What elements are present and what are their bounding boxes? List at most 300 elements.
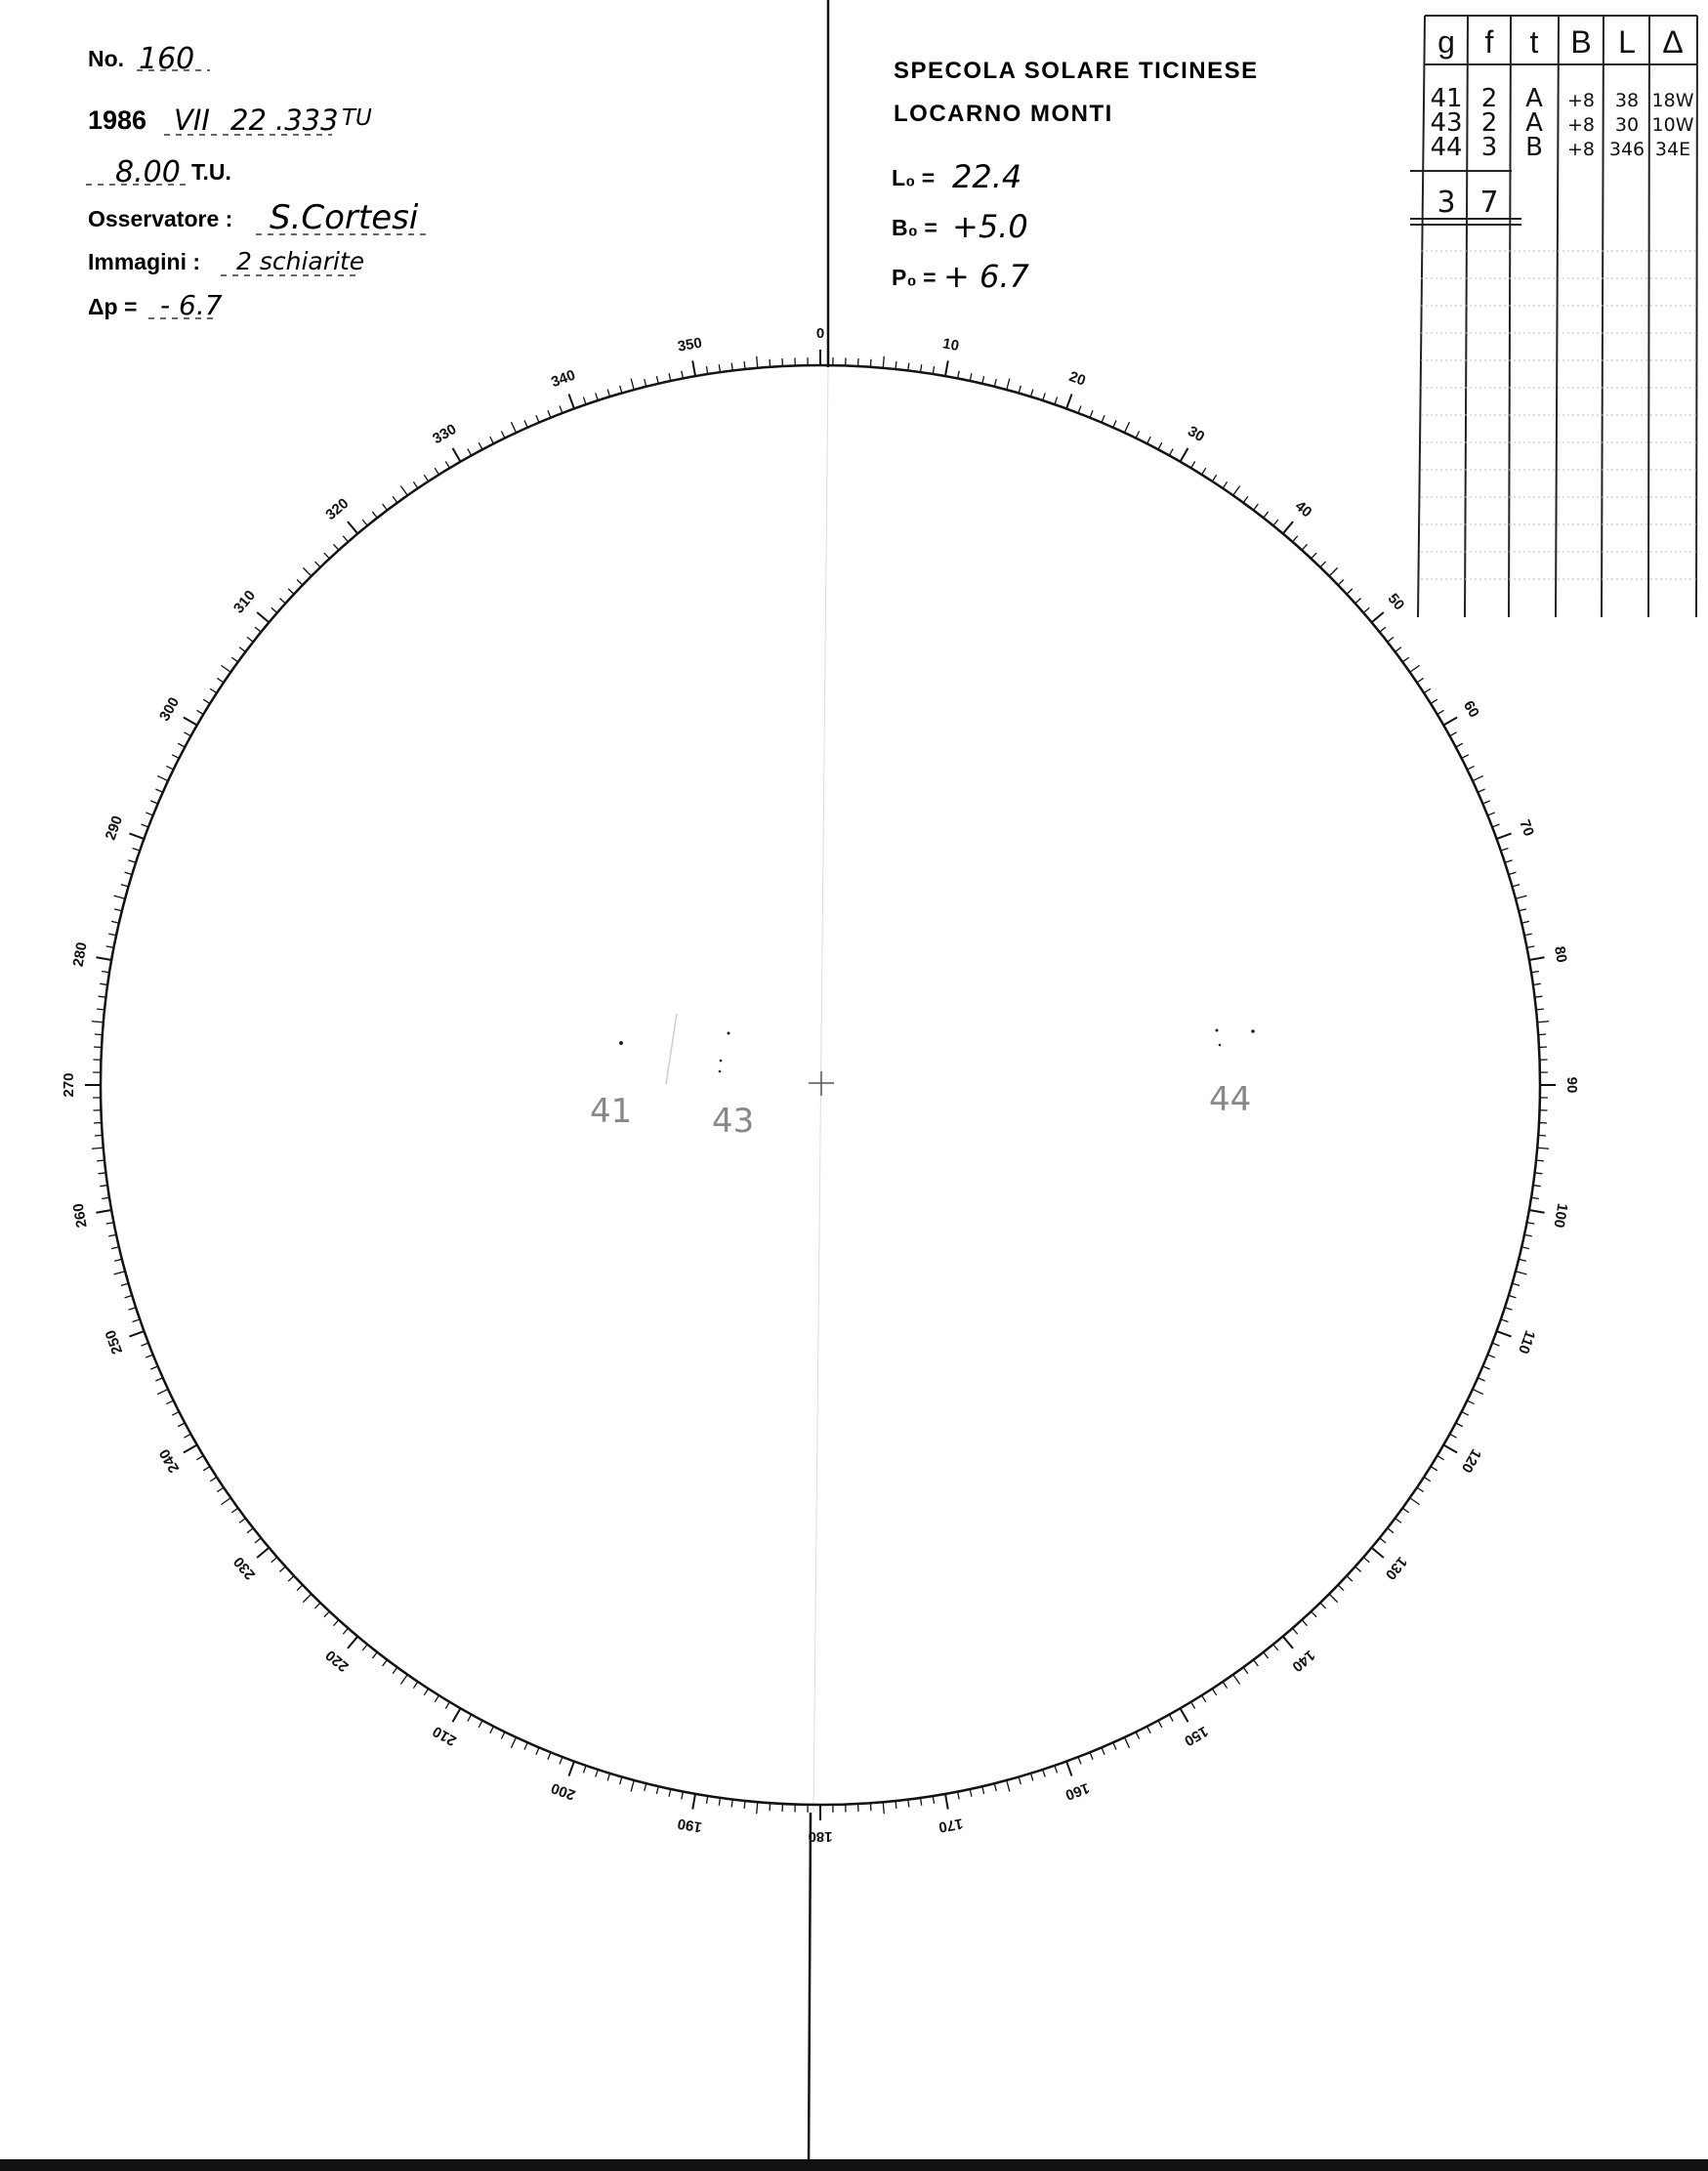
degree-tick <box>413 1682 417 1689</box>
degree-tick <box>1521 921 1529 923</box>
degree-tick <box>297 579 303 585</box>
degree-label: 210 <box>430 1722 460 1750</box>
degree-label: 280 <box>69 940 91 969</box>
degree-tick <box>631 1780 634 1792</box>
degree-label: 320 <box>322 494 353 524</box>
degree-tick <box>217 678 224 682</box>
table-cell: 3 <box>1480 133 1498 162</box>
degree-tick <box>1487 1355 1494 1357</box>
degree-tick <box>883 1802 884 1814</box>
degree-tick <box>271 607 277 612</box>
degree-tick <box>1519 1259 1526 1261</box>
degree-tick <box>1443 1445 1457 1453</box>
degree-tick <box>1355 1566 1361 1571</box>
degree-tick <box>1450 1434 1457 1438</box>
degree-tick <box>945 360 948 376</box>
degree-tick <box>1512 885 1520 887</box>
degree-tick <box>1529 957 1545 960</box>
degree-tick <box>1293 536 1298 542</box>
pencil-stroke <box>666 1014 677 1084</box>
degree-tick <box>744 1801 745 1809</box>
degree-tick <box>184 718 197 726</box>
degree-tick <box>770 1803 771 1811</box>
degree-tick <box>1501 848 1509 851</box>
degree-tick <box>669 373 671 381</box>
degree-tick <box>596 1770 598 1777</box>
table-cell: 38 <box>1614 90 1640 111</box>
institution-location: LOCARNO MONTI <box>894 101 1113 127</box>
degree-tick <box>1424 689 1431 692</box>
table-cell: +8 <box>1566 139 1596 160</box>
degree-tick <box>1437 710 1444 714</box>
degree-tick <box>157 775 168 780</box>
degree-tick <box>468 1715 472 1722</box>
degree-tick <box>1113 420 1116 427</box>
degree-tick <box>1467 766 1474 770</box>
degree-tick <box>583 1766 586 1774</box>
degree-tick <box>393 496 397 502</box>
degree-tick <box>1043 393 1045 400</box>
table-cell: 18W <box>1651 90 1694 111</box>
degree-tick <box>221 665 230 672</box>
degree-tick <box>1410 665 1420 672</box>
table-cell: A <box>1525 84 1543 113</box>
degree-tick <box>1066 394 1071 408</box>
degree-tick <box>1372 1548 1384 1558</box>
degree-tick <box>314 562 320 567</box>
degree-labels <box>61 325 1580 1845</box>
degree-tick <box>1320 562 1326 567</box>
degree-tick <box>1402 1508 1408 1513</box>
degree-tick <box>1293 1628 1298 1634</box>
degree-tick <box>106 946 114 948</box>
images-label: Immagini : <box>88 249 201 274</box>
degree-tick <box>1043 1770 1045 1777</box>
degree-tick <box>1443 718 1457 726</box>
degree-tick <box>413 481 417 488</box>
degree-tick <box>203 1467 210 1471</box>
degree-tick <box>1329 567 1337 575</box>
degree-tick <box>221 1498 230 1505</box>
table-cell: 2 <box>1480 84 1498 113</box>
degree-tick <box>501 431 505 438</box>
no-label: No. <box>88 46 125 71</box>
degree-tick <box>1233 485 1240 495</box>
institution-name: SPECOLA SOLARE TICINESE <box>894 58 1259 84</box>
no-value: 160 <box>139 42 195 76</box>
degree-tick <box>303 567 311 575</box>
degree-tick <box>511 1737 516 1748</box>
degree-tick <box>184 732 190 736</box>
degree-tick <box>1467 1400 1474 1404</box>
table-text <box>1430 24 1693 220</box>
degree-tick <box>921 1798 922 1806</box>
degree-tick <box>100 983 107 984</box>
degree-tick <box>1102 1747 1104 1754</box>
degree-tick <box>1380 1538 1386 1543</box>
table-cell: B <box>1525 133 1543 162</box>
degree-tick <box>970 1789 972 1797</box>
degree-tick <box>1524 934 1532 936</box>
degree-tick <box>1417 1487 1424 1491</box>
degree-tick <box>155 1378 162 1381</box>
degree-tick <box>1410 1498 1420 1505</box>
degree-tick <box>348 1637 357 1649</box>
degree-tick <box>141 1343 147 1346</box>
degree-tick <box>607 390 609 397</box>
table-cell: +8 <box>1566 90 1596 111</box>
degree-tick <box>970 373 972 381</box>
degree-tick <box>692 360 695 376</box>
degree-label: 10 <box>940 335 961 355</box>
degree-tick <box>106 1223 114 1225</box>
table-header-3: t <box>1529 24 1539 60</box>
degree-tick <box>731 363 732 371</box>
degree-tick <box>114 909 122 911</box>
spot <box>1216 1029 1219 1032</box>
degree-tick <box>982 1786 984 1794</box>
degree-tick <box>288 589 294 594</box>
degree-tick <box>217 1487 224 1491</box>
degree-tick <box>933 1796 934 1804</box>
degree-tick <box>155 789 162 792</box>
degree-tick <box>682 371 684 379</box>
degree-tick <box>1329 1594 1337 1602</box>
degree-tick <box>1424 1477 1431 1481</box>
degree-tick <box>1147 437 1151 443</box>
degree-tick <box>172 1412 179 1416</box>
degree-tick <box>631 379 634 391</box>
degree-tick <box>1169 448 1173 455</box>
degree-tick <box>453 1708 461 1722</box>
degree-tick <box>1482 801 1489 804</box>
degree-tick <box>1030 1774 1032 1781</box>
degree-tick <box>372 512 377 518</box>
degree-tick <box>1312 553 1316 559</box>
degree-tick <box>479 442 482 449</box>
degree-tick <box>757 356 758 368</box>
degree-tick <box>490 437 494 443</box>
table-header-2: f <box>1484 24 1494 60</box>
degree-tick <box>1283 522 1293 533</box>
degree-tick <box>184 1445 197 1453</box>
degree-tick <box>1347 589 1353 594</box>
table-total: 3 <box>1437 186 1456 220</box>
degree-tick <box>255 1538 261 1543</box>
degree-tick <box>1363 1558 1369 1563</box>
degree-tick <box>362 520 367 525</box>
degree-tick <box>1202 468 1206 475</box>
l0-value: 22.4 <box>952 158 1022 195</box>
degree-tick <box>1497 1331 1512 1336</box>
south-axis <box>809 1813 811 2171</box>
degree-tick <box>125 1295 133 1297</box>
degree-tick <box>1055 397 1058 405</box>
degree-tick <box>583 397 586 405</box>
date-month: VII <box>174 104 210 137</box>
table-cell: 41 <box>1430 84 1463 113</box>
degree-tick <box>536 1747 539 1754</box>
degree-tick <box>548 410 551 417</box>
degree-tick <box>255 627 261 632</box>
degree-label: 80 <box>1551 944 1570 965</box>
b0-value: +5.0 <box>952 208 1028 245</box>
degree-label: 270 <box>60 1072 77 1098</box>
degree-tick <box>1437 1456 1444 1460</box>
degree-tick <box>114 896 126 898</box>
degree-tick <box>682 1791 684 1799</box>
degree-tick <box>372 1652 377 1658</box>
degree-tick <box>1526 946 1534 948</box>
group-label-44: 44 <box>1209 1080 1252 1119</box>
degree-tick <box>1431 1467 1437 1471</box>
degree-label: 340 <box>549 366 578 392</box>
degree-tick <box>96 1210 111 1213</box>
degree-tick <box>210 689 217 692</box>
degree-tick <box>1066 1762 1071 1776</box>
degree-tick <box>303 1594 311 1602</box>
degree-tick <box>1102 415 1104 422</box>
degree-tick <box>620 386 622 394</box>
degree-tick <box>239 1519 245 1524</box>
degree-tick <box>196 1456 203 1460</box>
degree-tick <box>1487 813 1494 815</box>
degree-label: 300 <box>155 694 184 725</box>
degree-tick <box>1462 755 1469 759</box>
degree-label: 350 <box>676 334 704 355</box>
degree-tick <box>1478 1378 1484 1381</box>
degree-tick <box>166 1400 173 1404</box>
degree-label: 100 <box>1550 1201 1571 1230</box>
degree-tick <box>1363 607 1369 612</box>
degree-label: 220 <box>322 1646 353 1676</box>
degree-tick <box>1388 637 1394 642</box>
degree-tick <box>1233 1675 1240 1685</box>
degree-tick <box>111 921 119 923</box>
degree-tick <box>1509 1295 1517 1297</box>
degree-tick <box>435 1695 438 1702</box>
degree-tick <box>1396 647 1401 652</box>
degree-tick <box>125 872 133 874</box>
degree-tick <box>1158 1721 1162 1728</box>
p0-label: P₀ = <box>892 265 937 290</box>
degree-tick <box>1254 1660 1259 1666</box>
degree-tick <box>1533 1186 1541 1187</box>
degree-tick <box>146 1355 152 1357</box>
degree-tick <box>1519 909 1526 911</box>
degree-tick <box>324 1611 329 1617</box>
degree-tick <box>719 1798 720 1806</box>
degree-tick <box>1283 1637 1293 1649</box>
degree-tick <box>479 1721 482 1728</box>
degree-tick <box>524 420 527 427</box>
degree-tick <box>883 356 884 368</box>
table-cell: 10W <box>1651 114 1694 136</box>
date-day: 22 <box>230 104 267 137</box>
degree-tick <box>257 612 269 622</box>
degree-tick <box>133 848 141 851</box>
degree-tick <box>114 1272 126 1274</box>
degree-tick <box>453 448 461 462</box>
degree-tick <box>706 1796 707 1804</box>
degree-tick <box>102 1197 109 1198</box>
degree-tick <box>203 699 210 703</box>
degree-tick <box>96 957 111 960</box>
degree-tick <box>468 448 472 455</box>
degree-tick <box>1516 896 1527 898</box>
degree-tick <box>150 801 157 804</box>
sunspots <box>619 1029 1255 1073</box>
degree-tick <box>128 1308 136 1310</box>
degree-tick <box>1273 520 1278 525</box>
l0-label: L₀ = <box>892 165 936 190</box>
degree-tick <box>1531 971 1539 972</box>
degree-label: 60 <box>1459 697 1482 721</box>
degree-tick <box>1482 1366 1489 1369</box>
spot <box>719 1070 722 1073</box>
solar-disk <box>61 0 1580 2171</box>
degree-tick <box>133 1319 141 1322</box>
degree-tick <box>1202 1695 1206 1702</box>
degree-tick <box>596 393 598 400</box>
degree-tick <box>994 379 996 387</box>
degree-tick <box>511 422 516 433</box>
degree-tick <box>146 813 152 815</box>
degree-tick <box>288 1576 294 1581</box>
spot <box>1219 1044 1222 1047</box>
degree-tick <box>524 1742 527 1749</box>
degree-tick <box>184 1434 190 1438</box>
observer-label: Osservatore : <box>88 206 233 231</box>
degree-tick <box>1078 405 1081 412</box>
degree-tick <box>1497 833 1512 838</box>
degree-tick <box>1212 475 1216 481</box>
degree-tick <box>348 522 357 533</box>
degree-label: 170 <box>937 1815 965 1836</box>
degree-tick <box>607 1774 609 1781</box>
degree-tick <box>172 755 179 759</box>
degree-tick <box>99 996 106 997</box>
degree-tick <box>1312 1611 1316 1617</box>
degree-tick <box>108 934 116 936</box>
degree-tick <box>247 1528 253 1533</box>
degree-tick <box>1535 996 1543 997</box>
degree-tick <box>1338 1585 1344 1591</box>
table-cell: +8 <box>1566 114 1596 136</box>
degree-tick <box>620 1776 622 1784</box>
degree-tick <box>645 1783 646 1791</box>
degree-tick <box>121 885 129 887</box>
degree-label: 50 <box>1384 590 1408 614</box>
degree-tick <box>1169 1715 1173 1722</box>
p0-value: + 6.7 <box>943 258 1029 295</box>
delta-p-label: Δp = <box>88 294 138 319</box>
degree-tick <box>1090 410 1093 417</box>
degree-tick <box>1456 743 1463 747</box>
degree-tick <box>196 710 203 714</box>
degree-tick <box>445 461 449 468</box>
degree-tick <box>1136 431 1140 438</box>
degree-tick <box>1505 860 1513 862</box>
spot <box>728 1032 730 1035</box>
degree-tick <box>1181 1708 1188 1722</box>
degree-tick <box>1529 1210 1545 1213</box>
table-cell: 34E <box>1654 139 1691 160</box>
degree-tick <box>400 485 407 495</box>
degree-tick <box>1254 504 1259 510</box>
degree-tick <box>166 766 173 770</box>
degree-tick <box>1302 544 1307 550</box>
degree-tick <box>1524 1234 1532 1236</box>
degree-tick <box>1212 1689 1216 1695</box>
degree-tick <box>1264 512 1269 518</box>
degree-tick <box>1302 1620 1307 1626</box>
degree-tick <box>314 1603 320 1608</box>
degree-tick <box>231 657 237 662</box>
degree-tick <box>1338 579 1344 585</box>
degree-label: 0 <box>815 324 825 342</box>
degree-tick <box>333 1620 338 1626</box>
observer-value: S.Cortesi <box>270 198 419 237</box>
time-value: 8.00 <box>115 155 181 189</box>
degree-tick <box>157 1389 168 1394</box>
degree-tick <box>231 1508 237 1513</box>
degree-tick <box>656 1786 658 1794</box>
degree-tick <box>1124 422 1129 433</box>
degree-label: 40 <box>1291 497 1315 522</box>
degree-tick <box>100 1186 107 1187</box>
degree-tick <box>114 1259 122 1261</box>
degree-label: 200 <box>549 1778 578 1804</box>
degree-tick <box>97 1160 104 1161</box>
degree-tick <box>1538 1135 1546 1136</box>
degree-tick <box>99 1173 106 1174</box>
degree-tick <box>1078 1757 1081 1764</box>
table-header-4: B <box>1570 24 1592 60</box>
time-tu: T.U. <box>191 159 231 185</box>
degree-tick <box>178 743 185 747</box>
degree-tick <box>744 361 745 369</box>
degree-tick <box>1396 1519 1401 1524</box>
degree-tick <box>121 1283 129 1285</box>
degree-tick <box>1536 1160 1544 1161</box>
degree-tick <box>548 1752 551 1759</box>
degree-tick <box>1380 627 1386 632</box>
degree-tick <box>1492 824 1499 827</box>
degree-tick <box>424 475 428 481</box>
degree-label: 130 <box>1381 1553 1411 1583</box>
table-cell: 2 <box>1480 108 1498 138</box>
degree-tick <box>757 1802 758 1814</box>
degree-tick <box>645 379 646 387</box>
degree-tick <box>1355 598 1361 603</box>
degree-tick <box>692 1794 695 1810</box>
table-header-6: Δ <box>1662 24 1684 60</box>
degree-tick <box>333 544 338 550</box>
degree-tick <box>1526 1223 1534 1225</box>
degree-label: 260 <box>69 1201 91 1230</box>
degree-label: 30 <box>1185 423 1208 446</box>
degree-tick <box>324 553 329 559</box>
degree-tick <box>435 468 438 475</box>
degree-tick <box>1538 1034 1546 1035</box>
degree-tick <box>393 1667 397 1673</box>
degree-tick <box>92 1022 104 1023</box>
degree-tick <box>1505 1308 1513 1310</box>
degree-tick <box>128 860 136 862</box>
degree-tick <box>257 1548 269 1558</box>
degree-tick <box>271 1558 277 1563</box>
